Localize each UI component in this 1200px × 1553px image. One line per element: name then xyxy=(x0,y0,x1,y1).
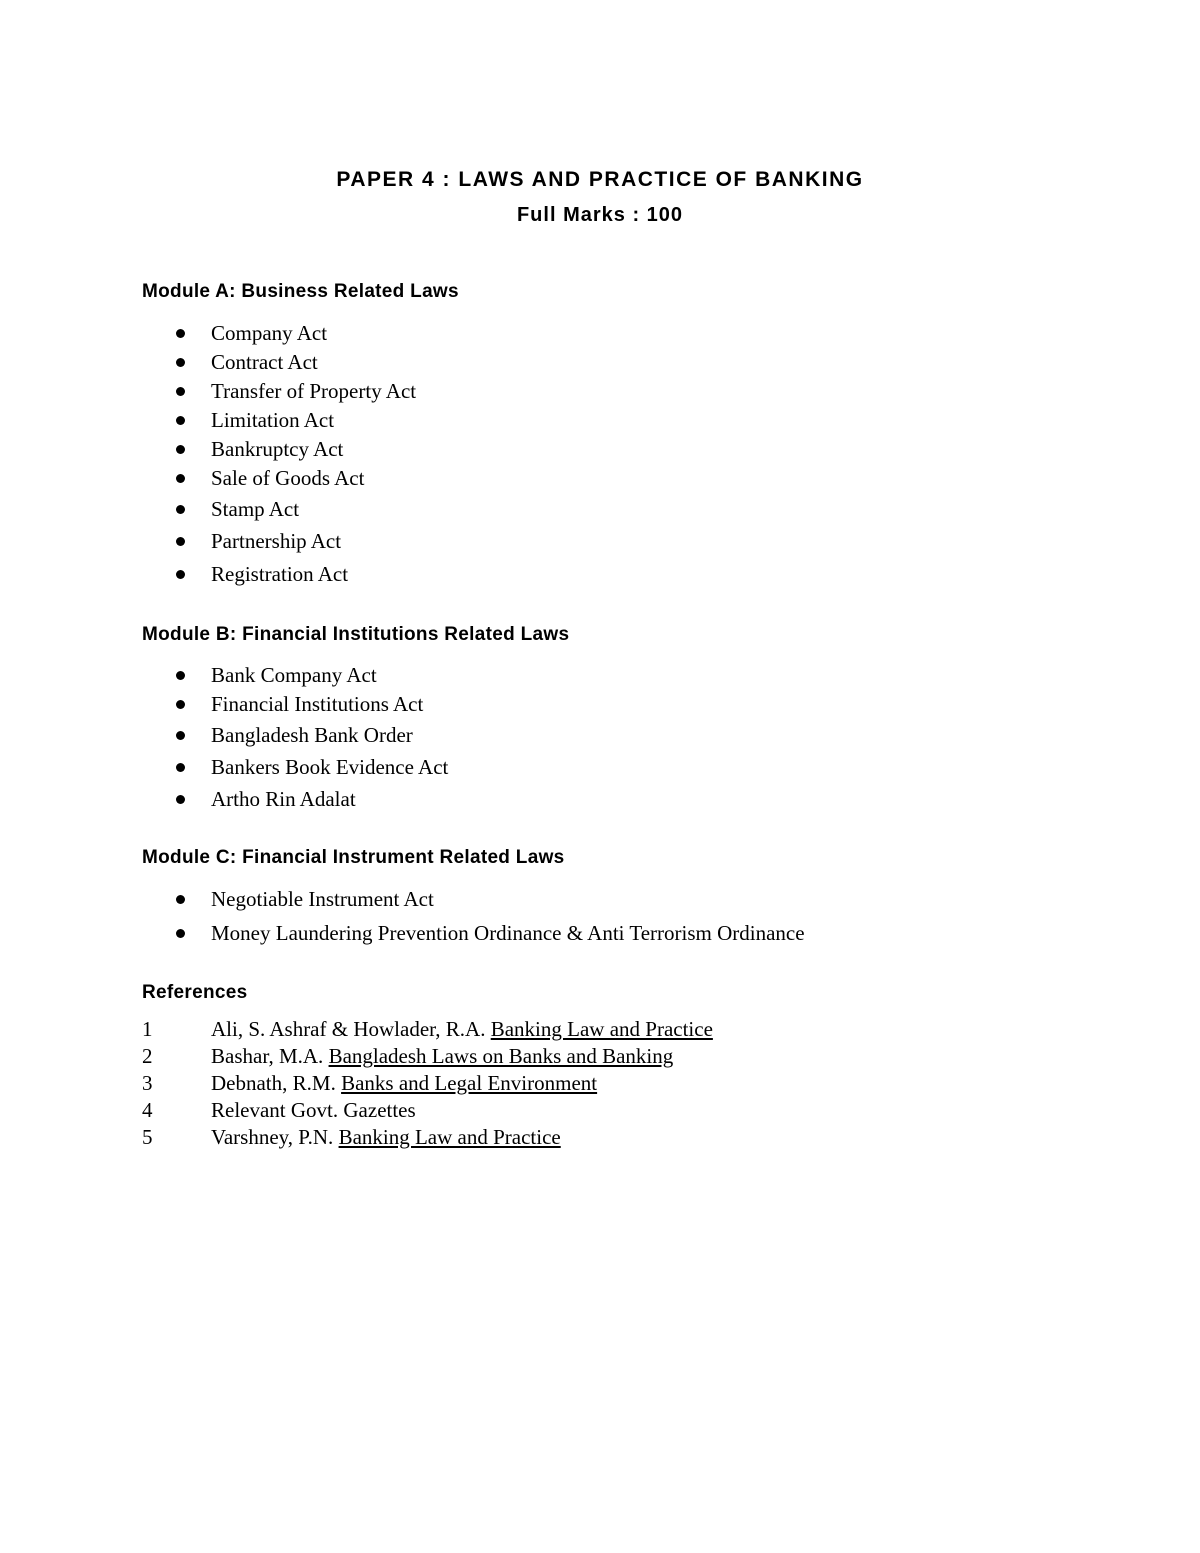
bullet-icon xyxy=(176,474,185,483)
reference-number: 4 xyxy=(142,1098,153,1122)
reference-author: Ali, S. Ashraf & Howlader, R.A. xyxy=(211,1017,486,1041)
bullet-icon xyxy=(176,700,185,709)
bullet-icon xyxy=(176,929,185,938)
bullet-icon xyxy=(176,731,185,740)
references-heading: References xyxy=(142,982,248,1003)
reference-number: 3 xyxy=(142,1071,153,1095)
bullet-icon xyxy=(176,387,185,396)
bullet-icon xyxy=(176,505,185,514)
module-c-heading: Module C: Financial Instrument Related Laws xyxy=(142,847,565,868)
module-a-heading: Module A: Business Related Laws xyxy=(142,281,459,302)
bullet-icon xyxy=(176,537,185,546)
reference-author: Varshney, P.N. xyxy=(211,1125,334,1149)
reference-number: 5 xyxy=(142,1125,153,1149)
bullet-icon xyxy=(176,358,185,367)
bullet-icon xyxy=(176,795,185,804)
bullet-icon xyxy=(176,671,185,680)
reference-number: 1 xyxy=(142,1017,153,1041)
bullet-icon xyxy=(176,570,185,579)
reference-book-title: Banking Law and Practice xyxy=(338,1125,561,1149)
reference-book-title: Banks and Legal Environment xyxy=(341,1071,598,1095)
reference-book-title: Banking Law and Practice xyxy=(490,1017,713,1041)
bullet-icon xyxy=(176,445,185,454)
bullet-icon xyxy=(176,763,185,772)
full-marks: Full Marks : 100 xyxy=(516,204,684,226)
reference-book-title: Bangladesh Laws on Banks and Banking xyxy=(328,1044,674,1068)
document-page: PAPER 4 : LAWS AND PRACTICE OF BANKING Full Marks : 100 Module A: Business Related Laws Company Act Contract Act Transfer of Property Act Limitation Act Bankruptcy Act Sale of Goods Act Stamp Act Partnership Act Registration Act Module B: Financial Institutions Related Laws Bank Company Act Financial Institutions Act Bangladesh Bank Order Bankers Book Evidence Act Artho Rin Adalat Module C: Financial Instrument Related Laws Negotiable Instrument Act Money Laundering Prevention Ordinance & Anti Terrorism Ordinance References 1 Ali, S. Ashraf & Howlader, R.A. Banking Law and Practice 2 Bashar, M.A. Bangladesh Laws on Banks and Banking 3 Debnath, R.M. Banks and Legal Environment 4 Relevant Govt. Gazettes 5 Varshney, P.N. Banking Law and Practice xyxy=(0,0,1200,1553)
reference-author: Relevant Govt. Gazettes xyxy=(211,1098,416,1122)
reference-author: Debnath, R.M. xyxy=(211,1071,336,1095)
bullet-icon xyxy=(176,895,185,904)
reference-number: 2 xyxy=(142,1044,153,1068)
page-title: PAPER 4 : LAWS AND PRACTICE OF BANKING xyxy=(336,168,864,191)
module-b-heading: Module B: Financial Institutions Related Laws xyxy=(142,624,570,645)
bullet-icon xyxy=(176,329,185,338)
reference-author: Bashar, M.A. xyxy=(211,1044,324,1068)
bullet-icon xyxy=(176,416,185,425)
